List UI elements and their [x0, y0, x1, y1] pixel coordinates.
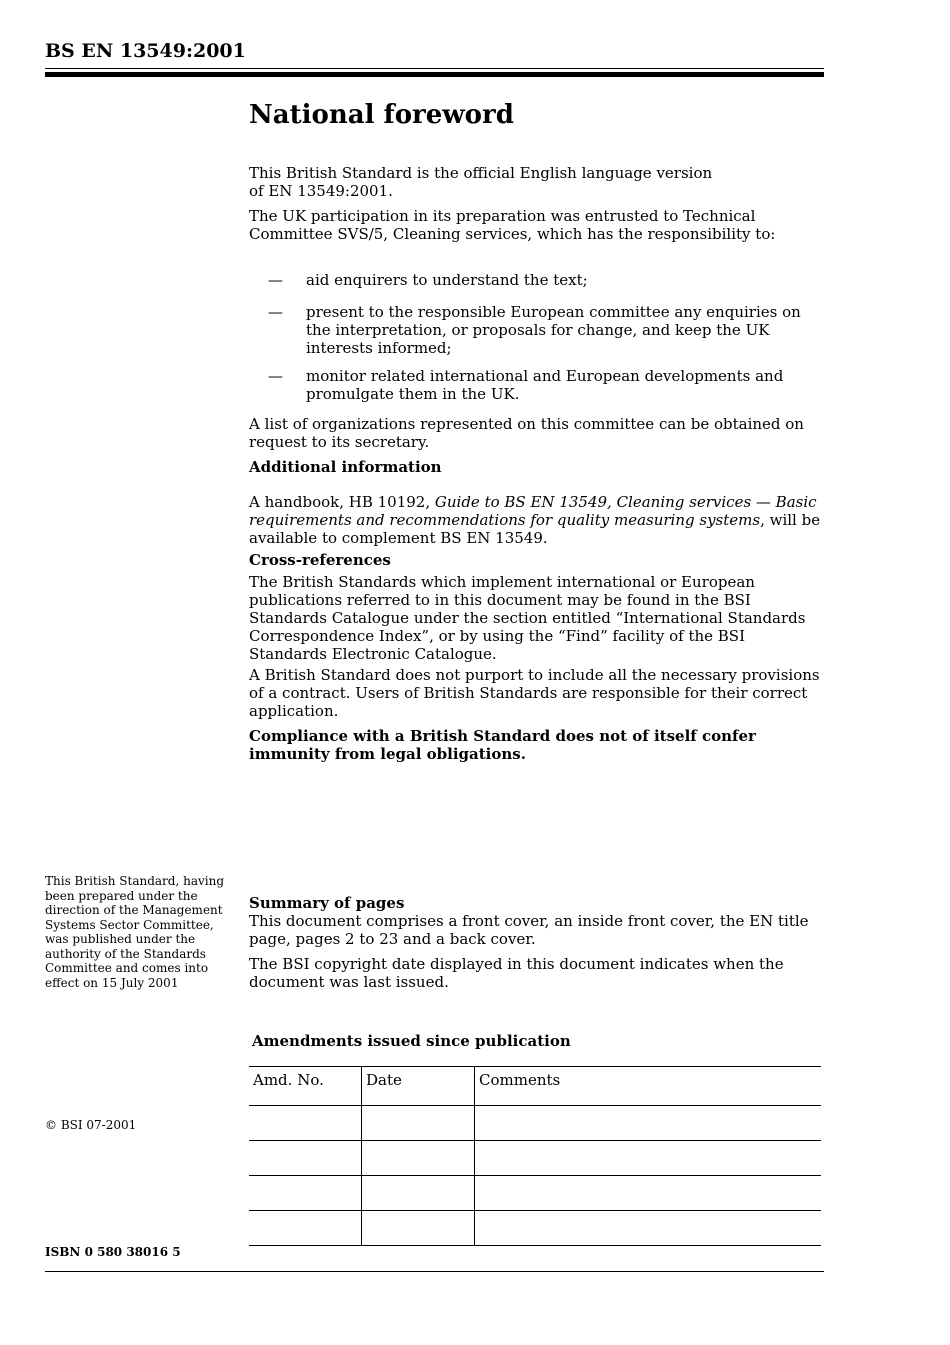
list-item: monitor related international and European developments and promulgate them in the UK.: [306, 367, 784, 403]
additional-information-heading: Additional information: [249, 458, 442, 476]
table-cell: [249, 1141, 362, 1176]
page-title: National foreword: [249, 100, 514, 130]
table-row: [249, 1211, 821, 1246]
table-row: [249, 1176, 821, 1211]
contract-provisions-paragraph: A British Standard does not purport to include all the necessary provisions of a contract. Users of British Standards are responsible for their correct application.: [249, 666, 820, 720]
table-cell: [362, 1176, 475, 1211]
table-cell: [249, 1211, 362, 1246]
standard-code-header: BS EN 13549:2001: [45, 40, 246, 62]
table-cell: [362, 1211, 475, 1246]
amendments-title: Amendments issued since publication: [252, 1032, 571, 1050]
table-row: [249, 1141, 821, 1176]
table-cell: [362, 1141, 475, 1176]
table-header-row: [249, 1067, 821, 1106]
table-cell: [475, 1176, 822, 1211]
committee-list-paragraph: A list of organizations represented on this committee can be obtained on request to its secretary.: [249, 415, 804, 451]
compliance-statement: Compliance with a British Standard does not of itself confer immunity from legal obligations.: [249, 727, 756, 763]
table-cell: [362, 1106, 475, 1141]
summary-paragraph-2: The BSI copyright date displayed in this document indicates when the document was last issued.: [249, 955, 784, 991]
table-cell: [249, 1176, 362, 1211]
handbook-title: Guide to BS EN 13549, Cleaning services — Basic requirements and recommendations for quality measuring systems: [249, 493, 817, 529]
cross-references-paragraph: The British Standards which implement international or European publications referred to in this document may be found in the BSI Standards Catalogue under the section entitled “International Standards Correspondence Index”, or by using the “Find” facility of the BSI Standards Electronic Catalogue.: [249, 573, 806, 663]
additional-info-text: A handbook, HB 10192,: [249, 493, 435, 511]
cross-references-heading: Cross-references: [249, 551, 391, 569]
table-cell: [475, 1106, 822, 1141]
list-dash: —: [268, 271, 283, 289]
column-header-date: Date: [362, 1067, 475, 1106]
list-dash: —: [268, 303, 283, 321]
summary-paragraph-1: This document comprises a front cover, an inside front cover, the EN title page, pages 2 to 23 and a back cover.: [249, 912, 809, 948]
table-cell: [249, 1106, 362, 1141]
list-dash: —: [268, 367, 283, 385]
column-header-comments: Comments: [475, 1067, 822, 1106]
footer-rule: [45, 1271, 824, 1272]
list-item: aid enquirers to understand the text;: [306, 271, 588, 289]
summary-of-pages-heading: Summary of pages: [249, 894, 405, 912]
header-rule-thick: [45, 72, 824, 77]
list-item: present to the responsible European committee any enquiries on the interpretation, or proposals for change, and keep the UK interests informed;: [306, 303, 801, 357]
publication-note: This British Standard, having been prepared under the direction of the Management Systems Sector Committee, was published under the authority of the Standards Committee and comes into effect on 15 July 2001: [45, 874, 225, 990]
additional-information-paragraph: [249, 493, 824, 547]
header-rule-thin: [45, 68, 824, 69]
additional-info-text-end: , will be available to complement BS EN 13549.: [249, 511, 821, 547]
column-header-amd-no: Amd. No.: [249, 1067, 362, 1106]
copyright-notice: © BSI 07-2001: [45, 1118, 137, 1132]
isbn: ISBN 0 580 38016 5: [45, 1245, 181, 1259]
table-row: [249, 1106, 821, 1141]
intro-paragraph-1: This British Standard is the official English language version of EN 13549:2001.: [249, 164, 713, 200]
intro-paragraph-2: The UK participation in its preparation was entrusted to Technical Committee SVS/5, Cleaning services, which has the responsibility to:: [249, 207, 776, 243]
amendments-table: [249, 1066, 821, 1246]
table-cell: [475, 1211, 822, 1246]
table-cell: [475, 1141, 822, 1176]
